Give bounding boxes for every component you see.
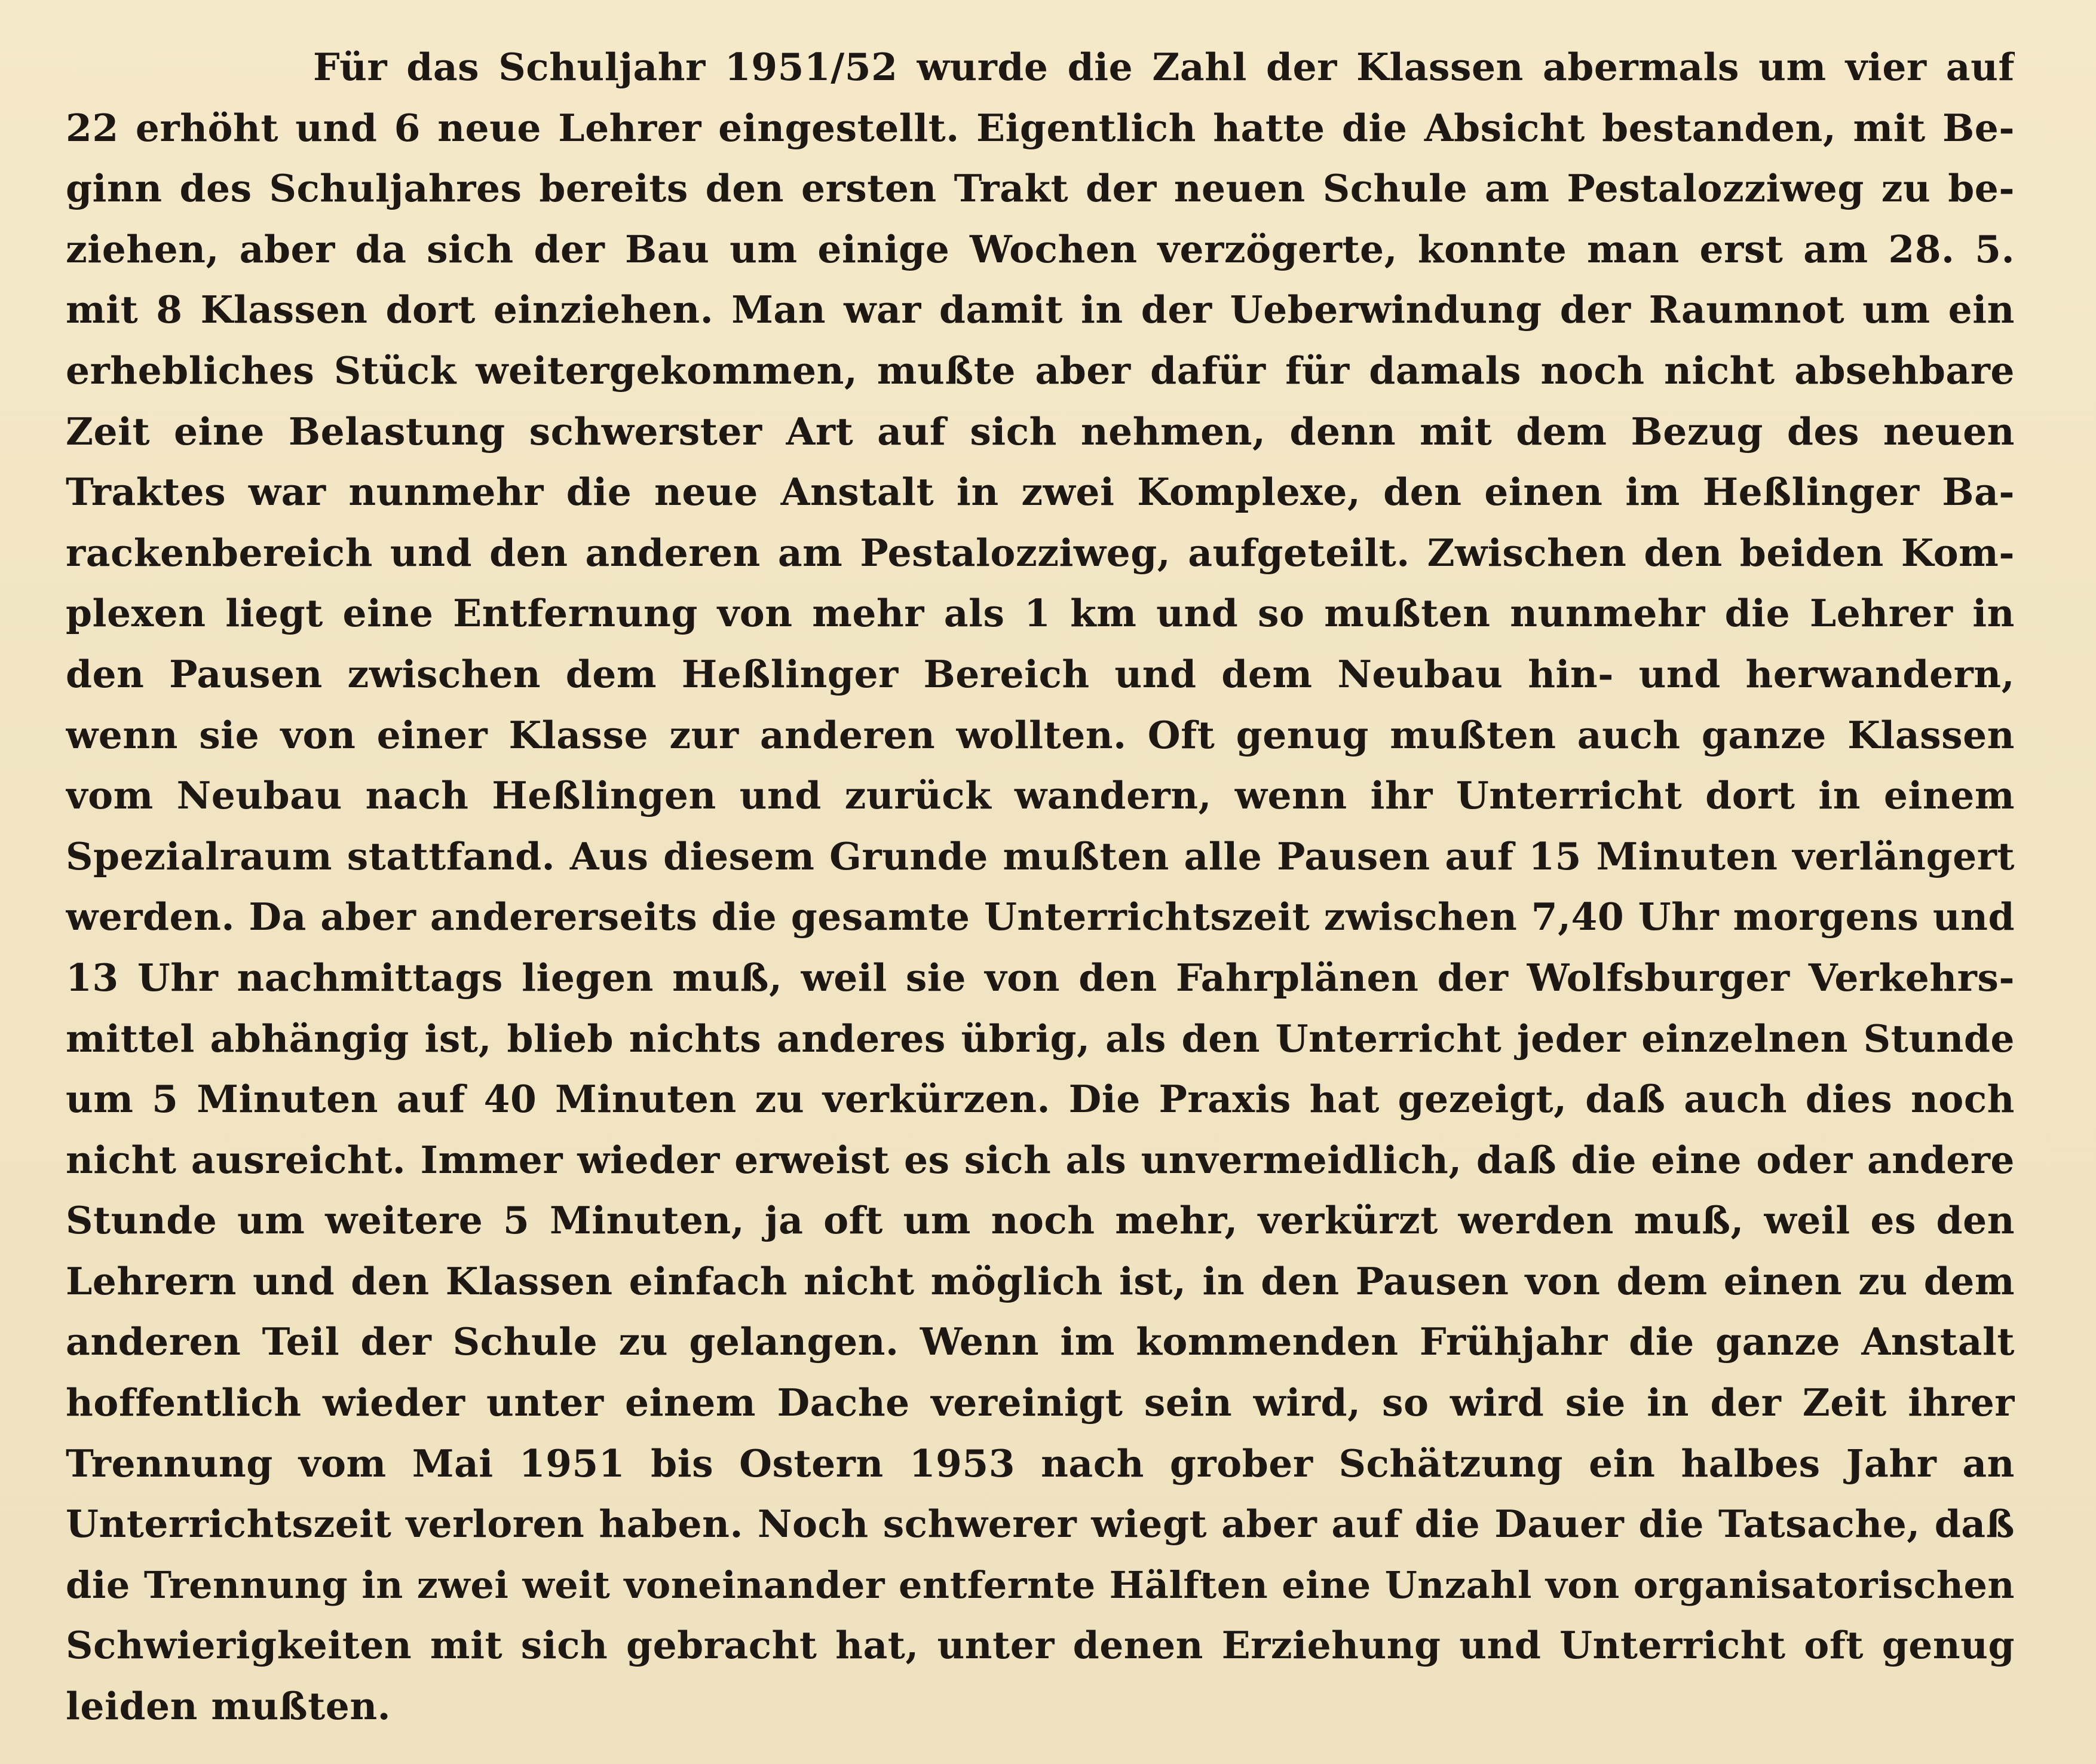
text-line: anderen Teil der Schule zu gelangen. Wenn im kommenden Frühjahr die ganze Anstalt: [66, 1319, 2015, 1364]
text-line: um 5 Minuten auf 40 Minuten zu verkürzen. Die Praxis hat gezeigt, daß auch dies noch: [66, 1077, 2015, 1122]
text-line: mittel abhängig ist, blieb nichts anderes übrig, als den Unterricht jeder einzelnen Stunde: [66, 1016, 2015, 1061]
text-line: Lehrern und den Klassen einfach nicht möglich ist, in den Pausen von dem einen zu dem: [66, 1258, 2015, 1303]
text-line: plexen liegt eine Entfernung von mehr als 1 km und so mußten nunmehr die Lehrer in: [66, 591, 2015, 636]
text-line: ginn des Schuljahres bereits den ersten Trakt der neuen Schule am Pestalozziweg zu be-: [66, 166, 2015, 211]
body-paragraph: [66, 37, 2015, 1737]
text-line: vom Neubau nach Heßlingen und zurück wandern, wenn ihr Unterricht dort in einem: [66, 773, 2015, 818]
text-line: erhebliches Stück weitergekommen, mußte aber dafür für damals noch nicht absehbare: [66, 348, 2015, 393]
text-line: Trennung vom Mai 1951 bis Ostern 1953 nach grober Schätzung ein halbes Jahr an: [66, 1441, 2015, 1486]
text-line: wenn sie von einer Klasse zur anderen wollten. Oft genug mußten auch ganze Klassen: [66, 712, 2015, 757]
text-line: den Pausen zwischen dem Heßlinger Bereich und dem Neubau hin- und herwandern,: [66, 651, 2015, 696]
text-line: 22 erhöht und 6 neue Lehrer eingestellt. Eigentlich hatte die Absicht bestanden, mit Be-: [66, 105, 2015, 150]
text-line: Traktes war nunmehr die neue Anstalt in zwei Komplexe, den einen im Heßlinger Ba-: [66, 470, 2015, 514]
text-line: leiden mußten.: [66, 1684, 391, 1729]
text-line: Stunde um weitere 5 Minuten, ja oft um noch mehr, verkürzt werden muß, weil es den: [66, 1198, 2015, 1243]
text-line: Schwierigkeiten mit sich gebracht hat, unter denen Erziehung und Unterricht oft genug: [66, 1623, 2015, 1668]
text-line: werden. Da aber andererseits die gesamte Unterrichtszeit zwischen 7,40 Uhr morgens und: [66, 895, 2015, 939]
text-line: mit 8 Klassen dort einziehen. Man war damit in der Ueberwindung der Raumnot um ein: [66, 287, 2015, 332]
text-line: 13 Uhr nachmittags liegen muß, weil sie von den Fahrplänen der Wolfsburger Verkehrs-: [66, 955, 2015, 1000]
text-line: ziehen, aber da sich der Bau um einige Wochen verzögerte, konnte man erst am 28. 5.: [66, 226, 2015, 271]
text-line: Spezialraum stattfand. Aus diesem Grunde mußten alle Pausen auf 15 Minuten verlängert: [66, 834, 2015, 878]
text-line: die Trennung in zwei weit voneinander entfernte Hälften eine Unzahl von organisatorischen: [66, 1563, 2015, 1607]
text-line: Zeit eine Belastung schwerster Art auf sich nehmen, denn mit dem Bezug des neuen: [66, 409, 2015, 454]
text-line: hoffentlich wieder unter einem Dache vereinigt sein wird, so wird sie in der Zeit ihrer: [66, 1380, 2015, 1425]
text-line: nicht ausreicht. Immer wieder erweist es sich als unvermeidlich, daß die eine oder andere: [66, 1137, 2015, 1182]
text-line: Unterrichtszeit verloren haben. Noch schwerer wiegt aber auf die Dauer die Tatsache, daß: [66, 1502, 2015, 1546]
text-line: Für das Schuljahr 1951/52 wurde die Zahl der Klassen abermals um vier auf: [313, 45, 2015, 89]
text-line: rackenbereich und den anderen am Pestalozziweg, aufgeteilt. Zwischen den beiden Kom-: [66, 530, 2015, 575]
